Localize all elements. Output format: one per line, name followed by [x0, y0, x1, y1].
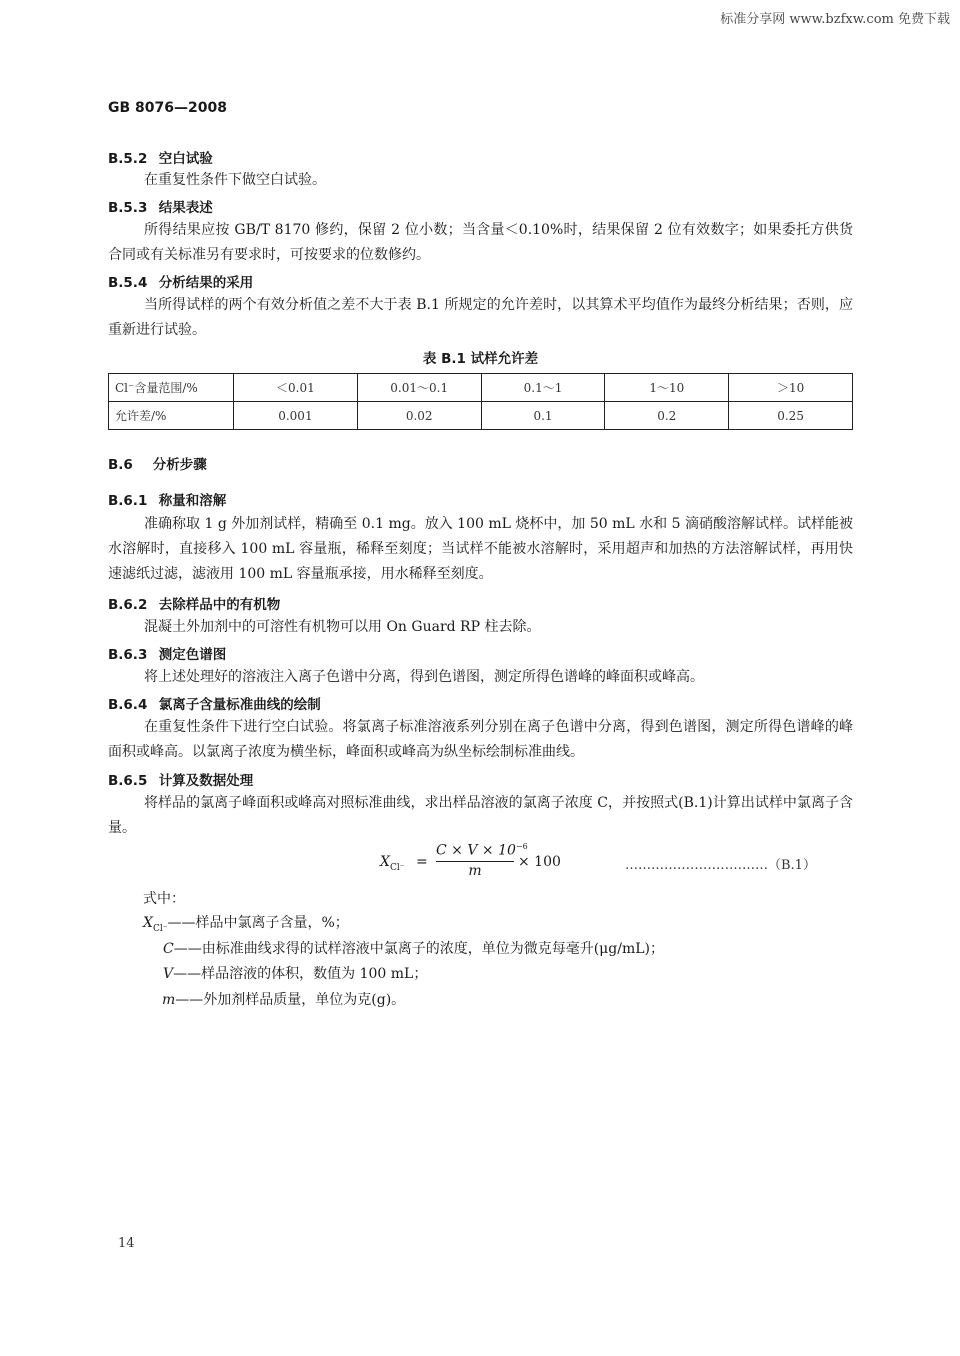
table-caption: 表 B.1 试样允许差: [422, 351, 539, 367]
where-label: 式中：: [143, 891, 185, 907]
heading-b63: [108, 643, 226, 663]
section-number: B.6: [108, 457, 133, 473]
variable-description: ——由标准曲线求得的试样溶液中氯离子的浓度，单位为微克每毫升(μg/mL)；: [173, 941, 664, 957]
section-title: 称量和溶解: [158, 493, 227, 509]
page-number: 14: [118, 1236, 135, 1251]
paragraph-b65: 将样品的氯离子峰面积或峰高对照标准曲线，求出样品溶液的氯离子浓度 C，并按照式(B.1)计算出试样中氯离子含量。: [108, 795, 853, 836]
section-number: B.6.4: [108, 697, 148, 713]
section-number: B.6.2: [108, 597, 148, 613]
section-title: 计算及数据处理: [158, 773, 254, 789]
section-number: B.6.3: [108, 647, 148, 663]
section-number: B.5.3: [108, 200, 148, 216]
section-title: 分析结果的采用: [158, 275, 254, 291]
variable-description: ——外加剂样品质量，单位为克(g)。: [175, 992, 406, 1008]
paragraph-b61: 准确称取 1 g 外加剂试样，精确至 0.1 mg。放入 100 mL 烧杯中，加 50 mL 水和 5 滴硝酸溶解试样。试样能被水溶解时，直接移入 100 mL 容量瓶，稀释至刻度；当试样不能被水溶解时，采用超声和加热的方法溶解试样，再用快速滤纸过滤，滤液用 100 mL 容量瓶承接，用水稀释至刻度。: [108, 516, 853, 582]
formula-lhs: $X_{Cl^-}$: [380, 854, 405, 873]
heading-b64: [108, 693, 321, 713]
standard-number: GB 8076—2008: [108, 100, 227, 116]
table-cell: ＜0.01: [234, 374, 358, 402]
formula-fraction: [436, 842, 528, 879]
row-header: Cl⁻含量范围/%: [109, 374, 234, 402]
formula-denominator: m: [468, 862, 482, 879]
section-title: 分析步骤: [152, 457, 207, 473]
variable-definition: [162, 989, 405, 1009]
section-title: 去除样品中的有机物: [158, 597, 281, 613]
variable-definition: [163, 938, 664, 958]
variable-symbol: $X_{Cl^-}$: [143, 915, 168, 934]
section-number: B.6.1: [108, 493, 148, 509]
table-cell: 0.02: [357, 402, 481, 430]
row-header: 允许差/%: [109, 402, 234, 430]
equation-reference: ……………………………（B.1）: [625, 858, 816, 873]
table-row: [109, 402, 853, 430]
table-cell: 0.1～1: [481, 374, 605, 402]
table-cell: 0.01～0.1: [357, 374, 481, 402]
paragraph-b63: 将上述处理好的溶液注入离子色谱中分离，得到色谱图，测定所得色谱峰的峰面积或峰高。: [144, 669, 704, 685]
heading-b53: [108, 196, 213, 216]
variable-symbol: C: [163, 941, 174, 957]
section-number: B.5.4: [108, 275, 148, 291]
heading-b52: [108, 147, 213, 167]
site-watermark: 标准分享网 www.bzfxw.com 免费下载: [720, 12, 950, 27]
variable-definition: [143, 912, 349, 934]
formula-numerator: $C \times V \times 10^{-6}$: [436, 842, 514, 862]
section-title: 空白试验: [158, 151, 213, 167]
formula-multiplier: × 100: [518, 854, 561, 870]
variable-definition: [163, 963, 427, 983]
table-cell: 0.25: [729, 402, 853, 430]
formula-equals: =: [416, 854, 428, 870]
section-number: B.6.5: [108, 773, 148, 789]
paragraph-b62: 混凝土外加剂中的可溶性有机物可以用 On Guard RP 柱去除。: [144, 619, 541, 635]
heading-b65: [108, 769, 253, 789]
paragraph-b64: 在重复性条件下进行空白试验。将氯离子标准溶液系列分别在离子色谱中分离，得到色谱图，测定所得色谱峰的峰面积或峰高。以氯离子浓度为横坐标，峰面积或峰高为纵坐标绘制标准曲线。: [108, 719, 853, 760]
variable-description: ——样品中氯离子含量，%；: [167, 915, 349, 931]
heading-b6: [108, 453, 207, 473]
table-cell: 0.2: [605, 402, 729, 430]
section-number: B.5.2: [108, 151, 148, 167]
section-title: 测定色谱图: [158, 647, 227, 663]
heading-b54: [108, 271, 253, 291]
heading-b61: [108, 489, 226, 509]
paragraph-b54: 当所得试样的两个有效分析值之差不大于表 B.1 所规定的允许差时，以其算术平均值作为最终分析结果；否则，应重新进行试验。: [108, 297, 853, 338]
paragraph-b53: 所得结果应按 GB/T 8170 修约，保留 2 位小数；当含量＜0.10%时，结果保留 2 位有效数字；如果委托方供货合同或有关标准另有要求时，可按要求的位数修约。: [108, 222, 853, 263]
table-cell: 0.001: [234, 402, 358, 430]
section-title: 结果表述: [158, 200, 213, 216]
variable-description: ——样品溶液的体积，数值为 100 mL；: [173, 966, 428, 982]
variable-symbol: m: [162, 992, 176, 1008]
heading-b62: [108, 593, 280, 613]
table-cell: 0.1: [481, 402, 605, 430]
paragraph-b52: 在重复性条件下做空白试验。: [144, 172, 326, 188]
table-row: [109, 374, 853, 402]
table-cell: ＞10: [729, 374, 853, 402]
variable-symbol: V: [163, 966, 174, 982]
table-cell: 1～10: [605, 374, 729, 402]
section-title: 氯离子含量标准曲线的绘制: [158, 697, 321, 713]
tolerance-table: [108, 373, 853, 430]
